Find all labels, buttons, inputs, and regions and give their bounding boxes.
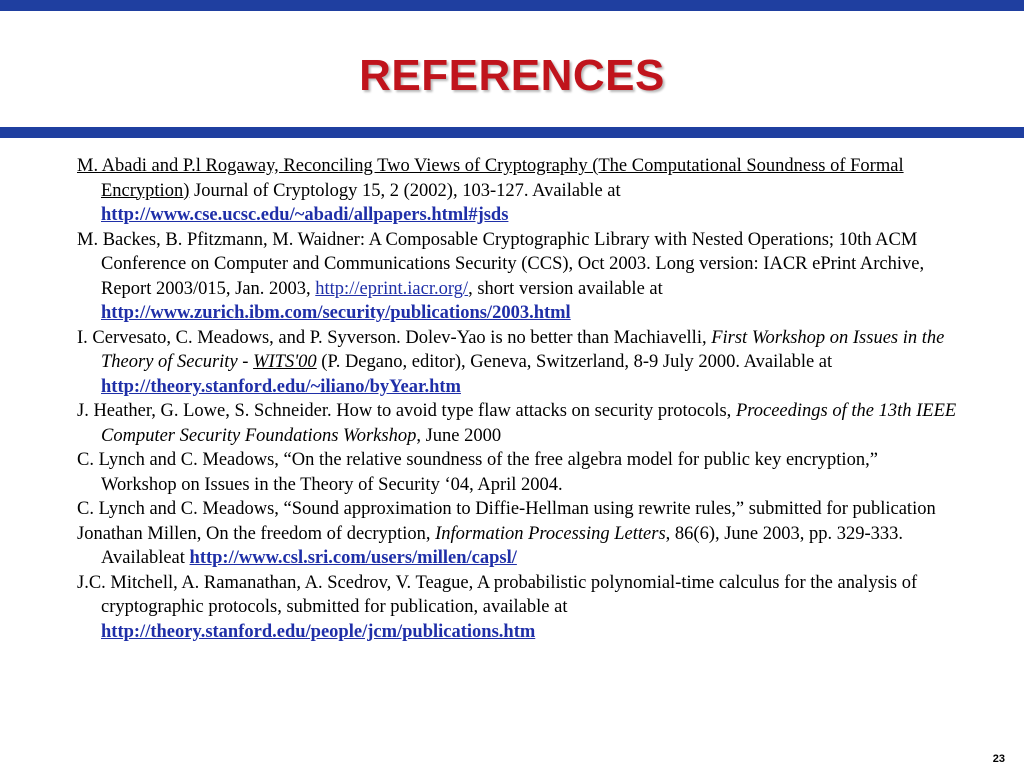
reference-text: (P. Degano, editor), Geneva, Switzerland, 8-9 July 2000. Available at bbox=[316, 352, 833, 372]
reference-item-cervesato bbox=[77, 326, 957, 400]
title-divider-bar bbox=[0, 127, 1024, 138]
reference-text: M. Backes, B. Pfitzmann, M. Waidner: A Composable Cryptographic Library with Nested Operations; 10th ACM Conference on Computer and Communications Security (CCS), Oct 2003. Long version: IACR ePrint Archive, Report 2003/015, Jan. 2003, bbox=[77, 229, 925, 299]
reference-item-lynch-1 bbox=[77, 448, 957, 497]
reference-item-mitchell bbox=[77, 571, 957, 645]
reference-link[interactable]: http://theory.stanford.edu/~iliano/byYear.htm bbox=[101, 376, 461, 397]
reference-text: - bbox=[237, 352, 254, 372]
reference-text: C. Lynch and C. Meadows, “Sound approximation to Diffie-Hellman using rewrite rules,” submitted for publication bbox=[77, 499, 936, 519]
reference-link-wits[interactable]: WITS'00 bbox=[253, 352, 317, 372]
reference-link[interactable]: http://www.cse.ucsc.edu/~abadi/allpapers.html#jsds bbox=[101, 205, 509, 225]
reference-text: , June 2000 bbox=[416, 425, 502, 446]
reference-link-eprint[interactable]: http://eprint.iacr.org/ bbox=[315, 278, 469, 299]
reference-item-heather bbox=[77, 399, 957, 448]
reference-text: , short version available at bbox=[468, 278, 663, 299]
page-number: 23 bbox=[992, 753, 1005, 765]
reference-item-backes bbox=[77, 228, 957, 326]
reference-venue: Proceedings of the 13th IEEE Computer Security Foundations Workshop bbox=[101, 401, 957, 446]
reference-link[interactable]: http://theory.stanford.edu/people/jcm/publications.htm bbox=[101, 621, 536, 642]
reference-text: C. Lynch and C. Meadows, “On the relative soundness of the free algebra model for public key encryption,” Workshop on Issues in the Theory of Security ‘04, April 2004. bbox=[77, 450, 878, 495]
reference-text: J. Heather, G. Lowe, S. Schneider. How to avoid type flaw attacks on security protocols, bbox=[77, 401, 736, 421]
slide-title: REFERENCES bbox=[359, 51, 665, 100]
reference-item-abadi bbox=[77, 154, 957, 228]
top-accent-bar bbox=[0, 0, 1024, 11]
reference-text: Jonathan Millen, On the freedom of decryption, bbox=[77, 523, 436, 544]
reference-item-millen bbox=[77, 522, 957, 571]
reference-item-lynch-2 bbox=[77, 497, 957, 522]
reference-text: , 86(6), June 2003, pp. 329-333. Availableat bbox=[101, 523, 904, 568]
reference-text: I. Cervesato, C. Meadows, and P. Syverson. Dolev-Yao is no better than Machiavelli, bbox=[77, 327, 712, 348]
reference-link-zurich[interactable]: http://www.zurich.ibm.com/security/publications/2003.html bbox=[101, 303, 571, 323]
reference-venue: First Workshop on Issues in the Theory of Security bbox=[101, 327, 945, 372]
reference-venue: Information Processing Letters bbox=[435, 523, 666, 544]
reference-text: J.C. Mitchell, A. Ramanathan, A. Scedrov, V. Teague, A probabilistic polynomial-time calculus for the analysis of cryptographic protocols, submitted for publication, available at bbox=[77, 572, 918, 617]
reference-link[interactable]: http://www.csl.sri.com/users/millen/capsl/ bbox=[189, 548, 517, 568]
reference-list bbox=[77, 154, 957, 644]
reference-text: Journal of Cryptology 15, 2 (2002), 103-127. Available at bbox=[189, 180, 621, 201]
reference-title-text: M. Abadi and P.l Rogaway, Reconciling Two Views of Cryptography (The Computational Soundness of Formal Encryption) bbox=[77, 156, 904, 201]
